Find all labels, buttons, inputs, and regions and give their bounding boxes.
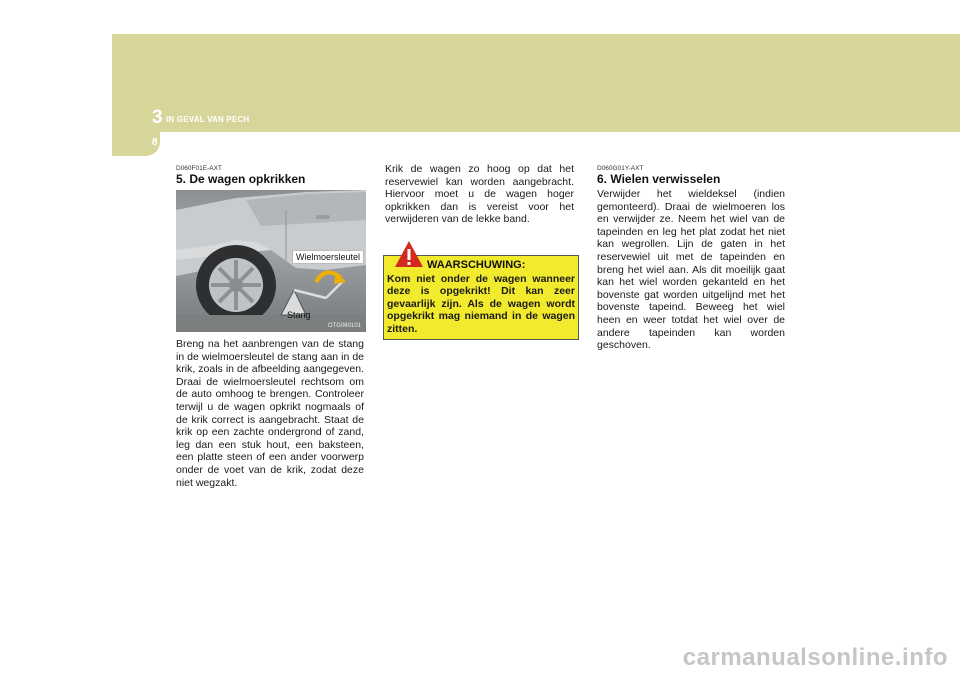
section-code-right: D060G01Y-AXT <box>597 165 644 172</box>
jack-figure <box>176 190 366 332</box>
left-body-text: Breng na het aanbrengen van de stang in de wielmoersleutel de stang aan in de krik, zoals in de afbeelding aangegeven. Draai de wielmoersleutel rechtsom om de auto omhoog te brengen. Controleer terwijl u de wagen opkrikt nogmaals of de krik correct is aangebracht. Staat de krik op een zachte ondergrond of zand, leg dan een stuk hout, een baksteen, een platte steen of een ander voorwerp onder de voet van de krik, zodat deze niet wegzakt. <box>176 338 364 489</box>
watermark: carmanualsonline.info <box>682 644 948 671</box>
figure-code: OTG060101 <box>327 323 361 329</box>
section-code: D060F01E-AXT <box>176 165 222 172</box>
chapter-title: IN GEVAL VAN PECH <box>166 115 250 124</box>
page-number: 8 <box>152 137 158 148</box>
middle-body-text: Krik de wagen zo hoog op dat het reservewiel kan worden aangebracht. Hiervoor moet u de wagen hoger opkrikken dan is vereist voor het verwijderen van de lekke band. <box>385 163 574 226</box>
warning-text: Kom niet onder de wagen wanneer deze is opgekrikt! Dit kan zeer gevaarlijk zijn. Als de wagen wordt opgekrikt mag niemand in de wagen zitten. <box>387 273 575 335</box>
rod-label: Stang <box>287 310 311 320</box>
warning-triangle-icon <box>394 240 424 268</box>
wrench-label: Wielmoersleutel <box>292 250 364 264</box>
section-title: 5. De wagen opkrikken <box>176 172 306 186</box>
right-body-text: Verwijder het wieldeksel (indien gemonteerd). Draai de wielmoeren los en verwijder ze. Neem het wiel van de tapeinden en leg het plat zodat het niet kan wegrollen. Lijn de gaten in het reservewiel uit met de tapeinden en breng het wiel aan. Als dit moeilijk gaat kan het wiel worden gekanteld en het bovenste gat worden uitgelijnd met het bovenste tapeind. Beweeg het wiel heen en weer totdat het wiel over de andere tapeinden kan worden geschoven. <box>597 188 785 352</box>
section-title-right: 6. Wielen verwisselen <box>597 172 721 186</box>
warning-title: WAARSCHUWING: <box>427 259 526 271</box>
chapter-number: 3 <box>152 107 163 128</box>
